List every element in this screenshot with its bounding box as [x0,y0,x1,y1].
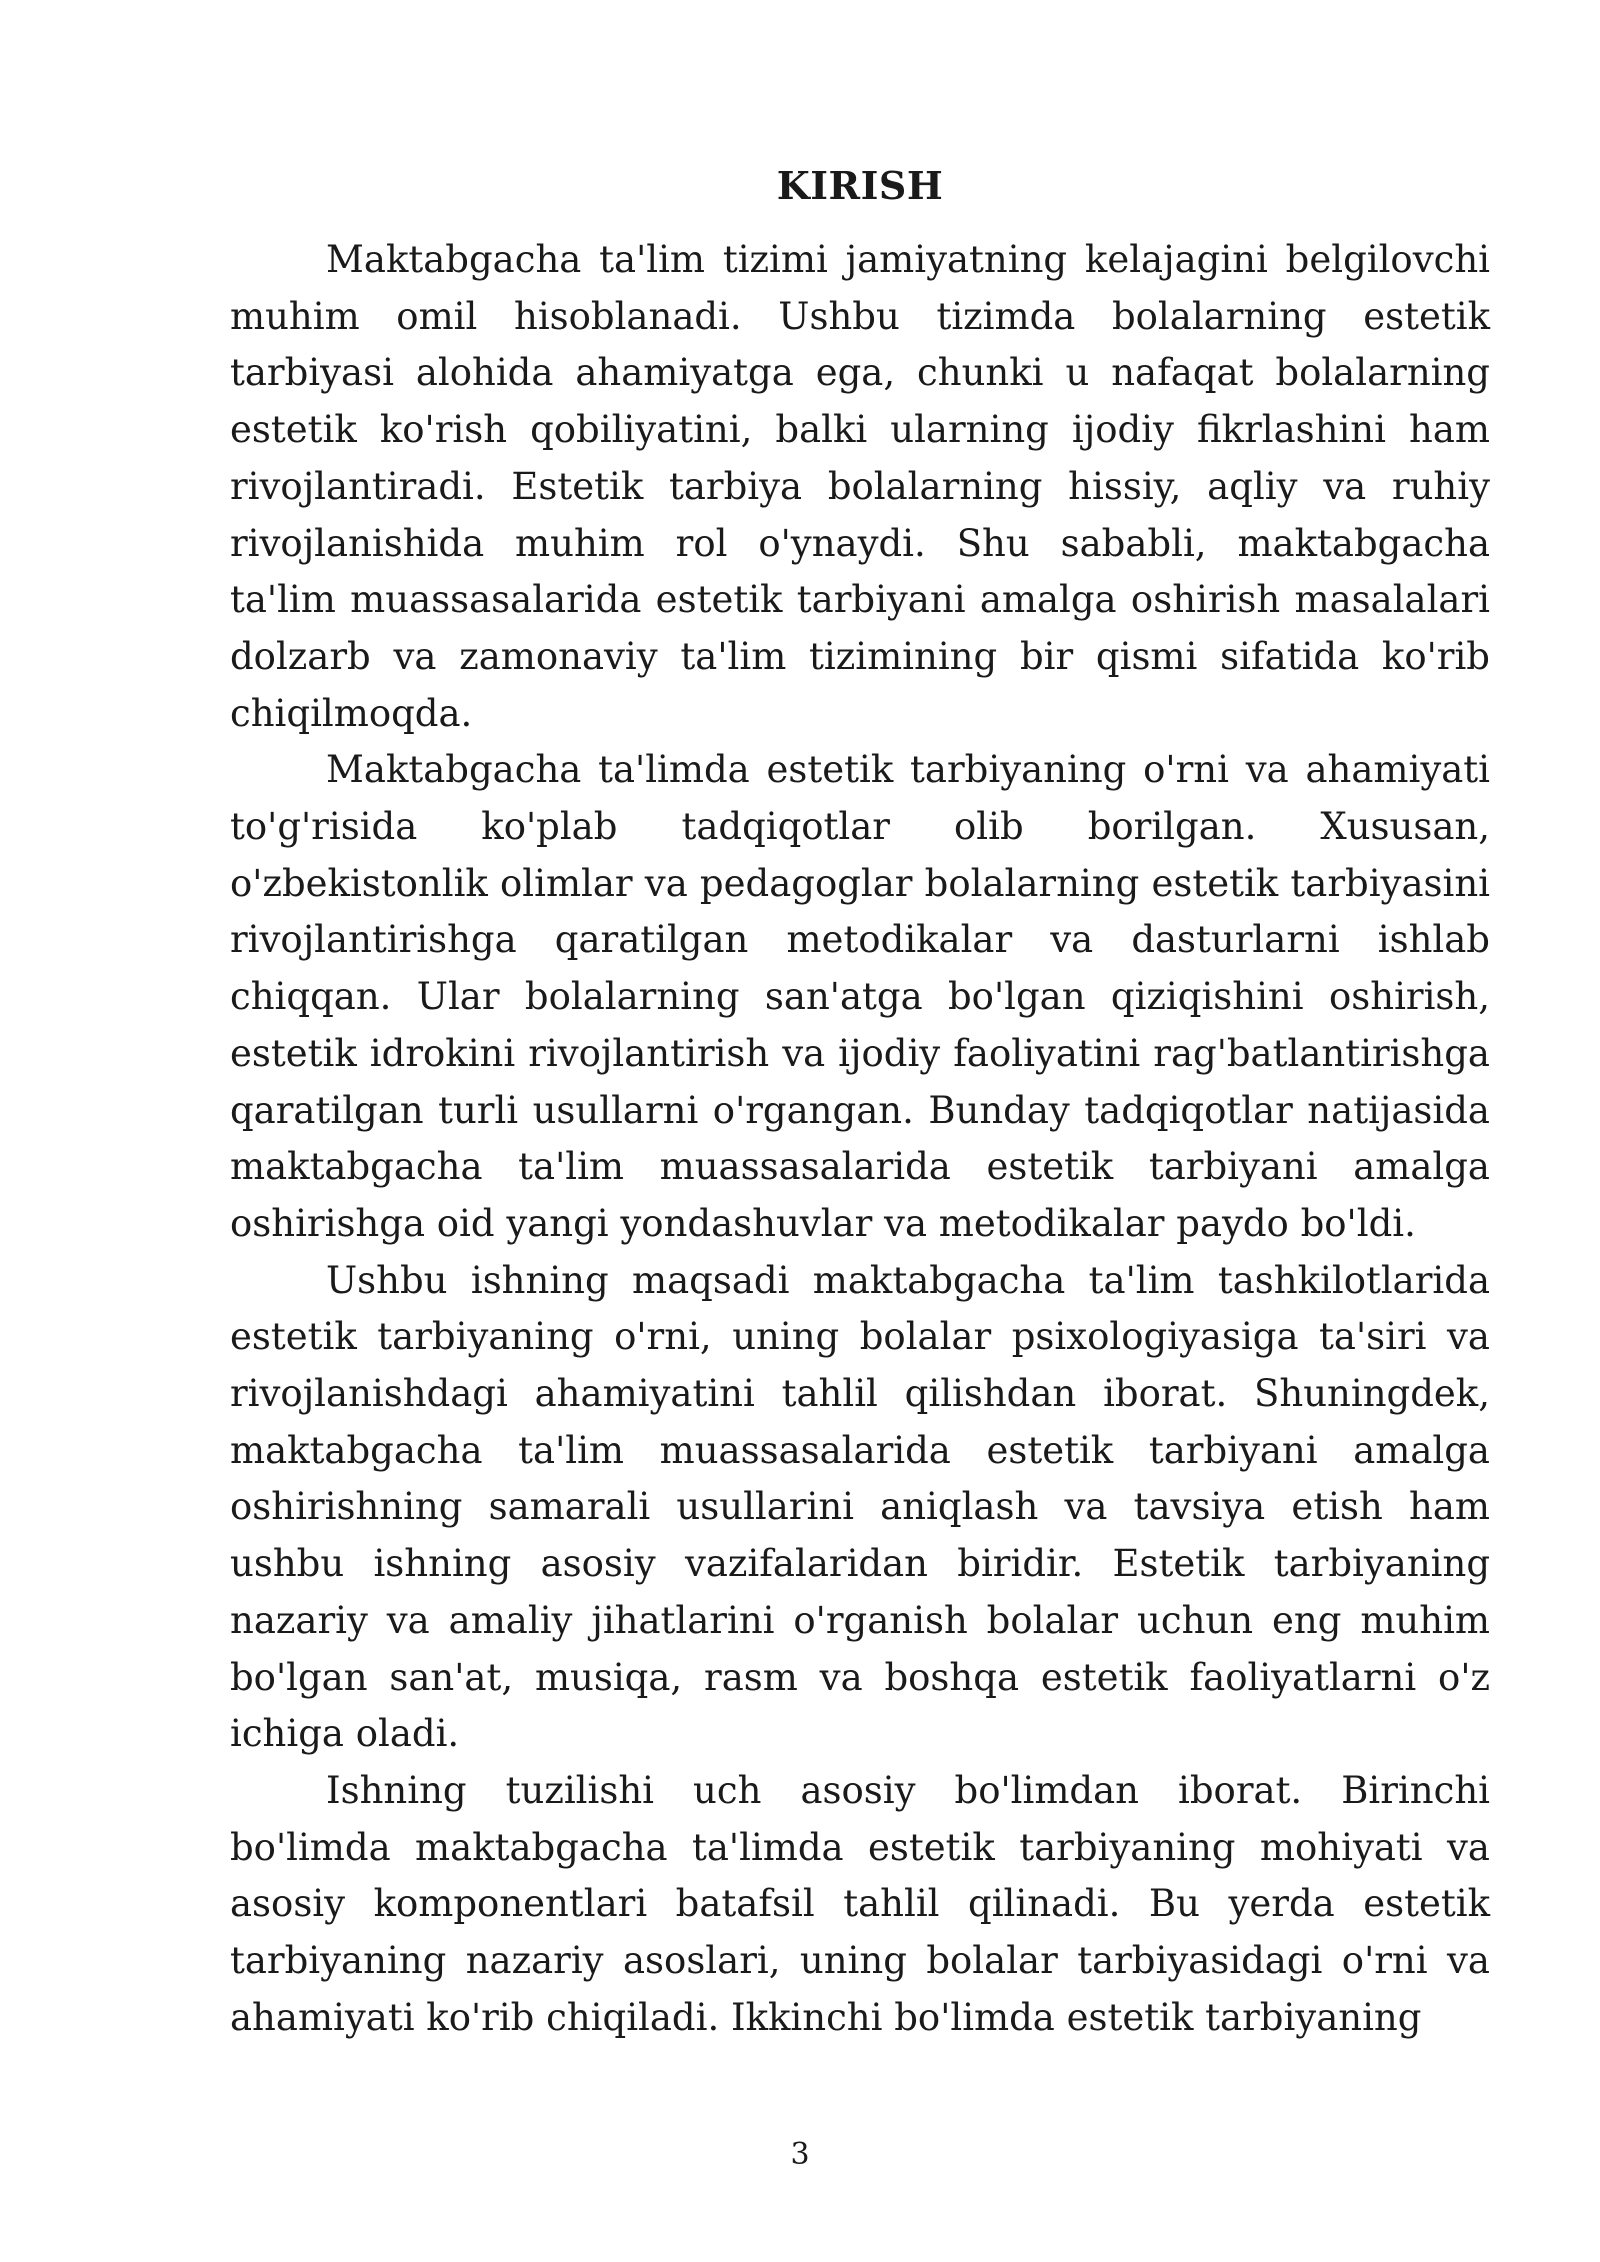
body-paragraph-3: Ushbu ishning maqsadi maktabgacha ta'lim tashkilotlarida estetik tarbiyaning o'rni, uning bolalar psixologiyasiga ta'siri va rivojlanishdagi ahamiyatini tahlil qilishdan iborat. Shuningdek, maktabgacha ta'lim muassasalarida estetik tarbiyani amalga oshirishning samarali usullarini aniqlash va tavsiya etish ham ushbu ishning asosiy vazifalaridan biridir. Estetik tarbiyaning nazariy va amaliy jihatlarini o'rganish bolalar uchun eng muhim bo'lgan san'at, musiqa, rasm va boshqa estetik faoliyatlarni o'z ichiga oladi. [230,1258,1490,1756]
body-paragraph-4: Ishning tuzilishi uch asosiy bo'limdan iborat. Birinchi bo'limda maktabgacha ta'limda estetik tarbiyaning mohiyati va asosiy komponentlari batafsil tahlil qilinadi. Bu yerda estetik tarbiyaning nazariy asoslari, uning bolalar tarbiyasidagi o'rni va ahamiyati ko'rib chiqiladi. Ikkinchi bo'limda estetik tarbiyaning [230,1768,1490,2039]
section-heading: KIRISH [776,163,944,208]
page-number: 3 [790,2137,810,2172]
body-paragraph-1: Maktabgacha ta'lim tizimi jamiyatning kelajagini belgilovchi muhim omil hisoblanadi. Ushbu tizimda bolalarning estetik tarbiyasi alohida ahamiyatga ega, chunki u nafaqat bolalarning estetik ko'rish qobiliyatini, balki ularning ijodiy fikrlashini ham rivojlantiradi. Estetik tarbiya bolalarning hissiy, aqliy va ruhiy rivojlanishida muhim rol o'ynaydi. Shu sababli, maktabgacha ta'lim muassasalarida estetik tarbiyani amalga oshirish masalalari dolzarb va zamonaviy ta'lim tizimining bir qismi sifatida ko'rib chiqilmoqda. [230,238,1490,735]
body-paragraph-2: Maktabgacha ta'limda estetik tarbiyaning o'rni va ahamiyati to'g'risida ko'plab tadqiqotlar olib borilgan. Xususan, o'zbekistonlik olimlar va pedagoglar bolalarning estetik tarbiyasini rivojlantirishga qaratilgan metodikalar va dasturlarni ishlab chiqqan. Ular bolalarning san'atga bo'lgan qiziqishini oshirish, estetik idrokini rivojlantirish va ijodiy faoliyatini rag'batlantirishga qaratilgan turli usullarni o'rgangan. Bunday tadqiqotlar natijasida maktabgacha ta'lim muassasalarida estetik tarbiyani amalga oshirishga oid yangi yondashuvlar va metodikalar paydo bo'ldi. [230,748,1490,1245]
document-page [230,158,1490,2047]
